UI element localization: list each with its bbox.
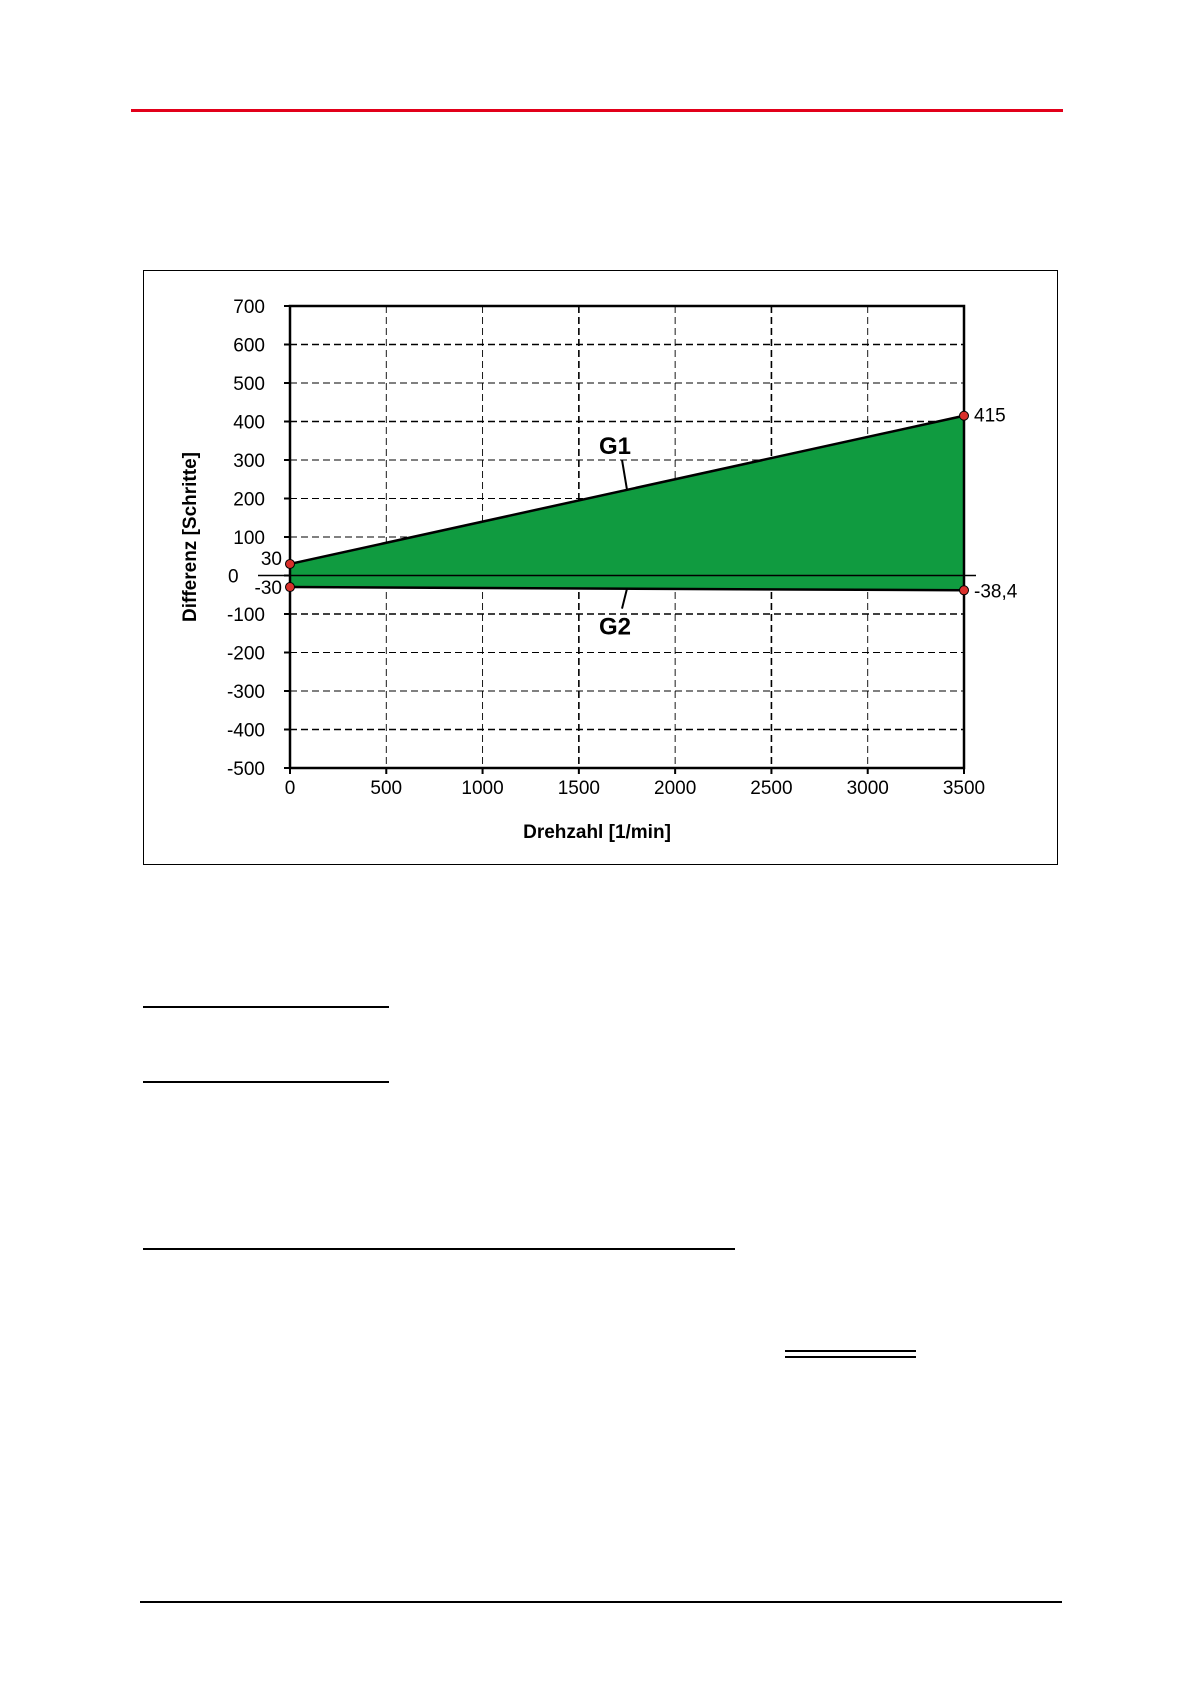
leader-line-g1 [622,460,627,490]
y-tick-label: -400 [226,720,265,742]
data-value-label: -38,4 [974,581,1018,603]
y-tick-label: 400 [233,412,265,434]
leader-line-g2 [622,589,627,609]
signature-line-1 [143,1006,389,1008]
data-value-label: -30 [254,578,282,600]
data-marker [286,583,295,592]
y-tick-label: 600 [233,335,265,357]
x-tick-label: 1500 [557,778,600,799]
x-tick-label: 2500 [750,778,793,799]
y-tick-label: 100 [233,528,265,549]
data-marker [960,586,969,595]
x-tick-label: 3500 [942,778,986,799]
y-tick-label: 500 [233,374,265,395]
chart-frame [143,270,1058,865]
x-tick-label: 2000 [654,778,697,799]
x-tick-label: 3000 [846,778,889,799]
footer-rule [140,1601,1062,1603]
signature-line-2 [143,1081,389,1083]
y-tick-label: -200 [226,643,265,665]
series-label-g2: G2 [598,613,632,641]
data-marker [286,559,295,568]
data-value-label: 415 [974,405,1006,427]
signature-line-3 [143,1248,735,1250]
x-axis-label: Drehzahl [1/min] [523,822,671,843]
header-rule [131,109,1063,112]
y-tick-label: 300 [233,451,265,472]
x-tick-label: 500 [370,778,403,799]
y-axis-label: Differenz [Schritte] [180,452,201,622]
series-label-g1: G1 [598,432,632,460]
x-tick-label: 0 [284,778,296,799]
y-tick-label: -100 [226,605,265,626]
double-underline [785,1350,916,1358]
y-tick-label: -300 [226,682,265,703]
y-tick-label: 700 [233,297,265,318]
chart [144,271,1057,864]
y-tick-label: 200 [233,489,265,511]
x-tick-label: 1000 [461,778,504,799]
y-tick-label: -500 [226,759,265,780]
y-tick-label: 0 [228,566,239,588]
data-marker [960,411,969,420]
data-value-label: 30 [260,548,282,570]
